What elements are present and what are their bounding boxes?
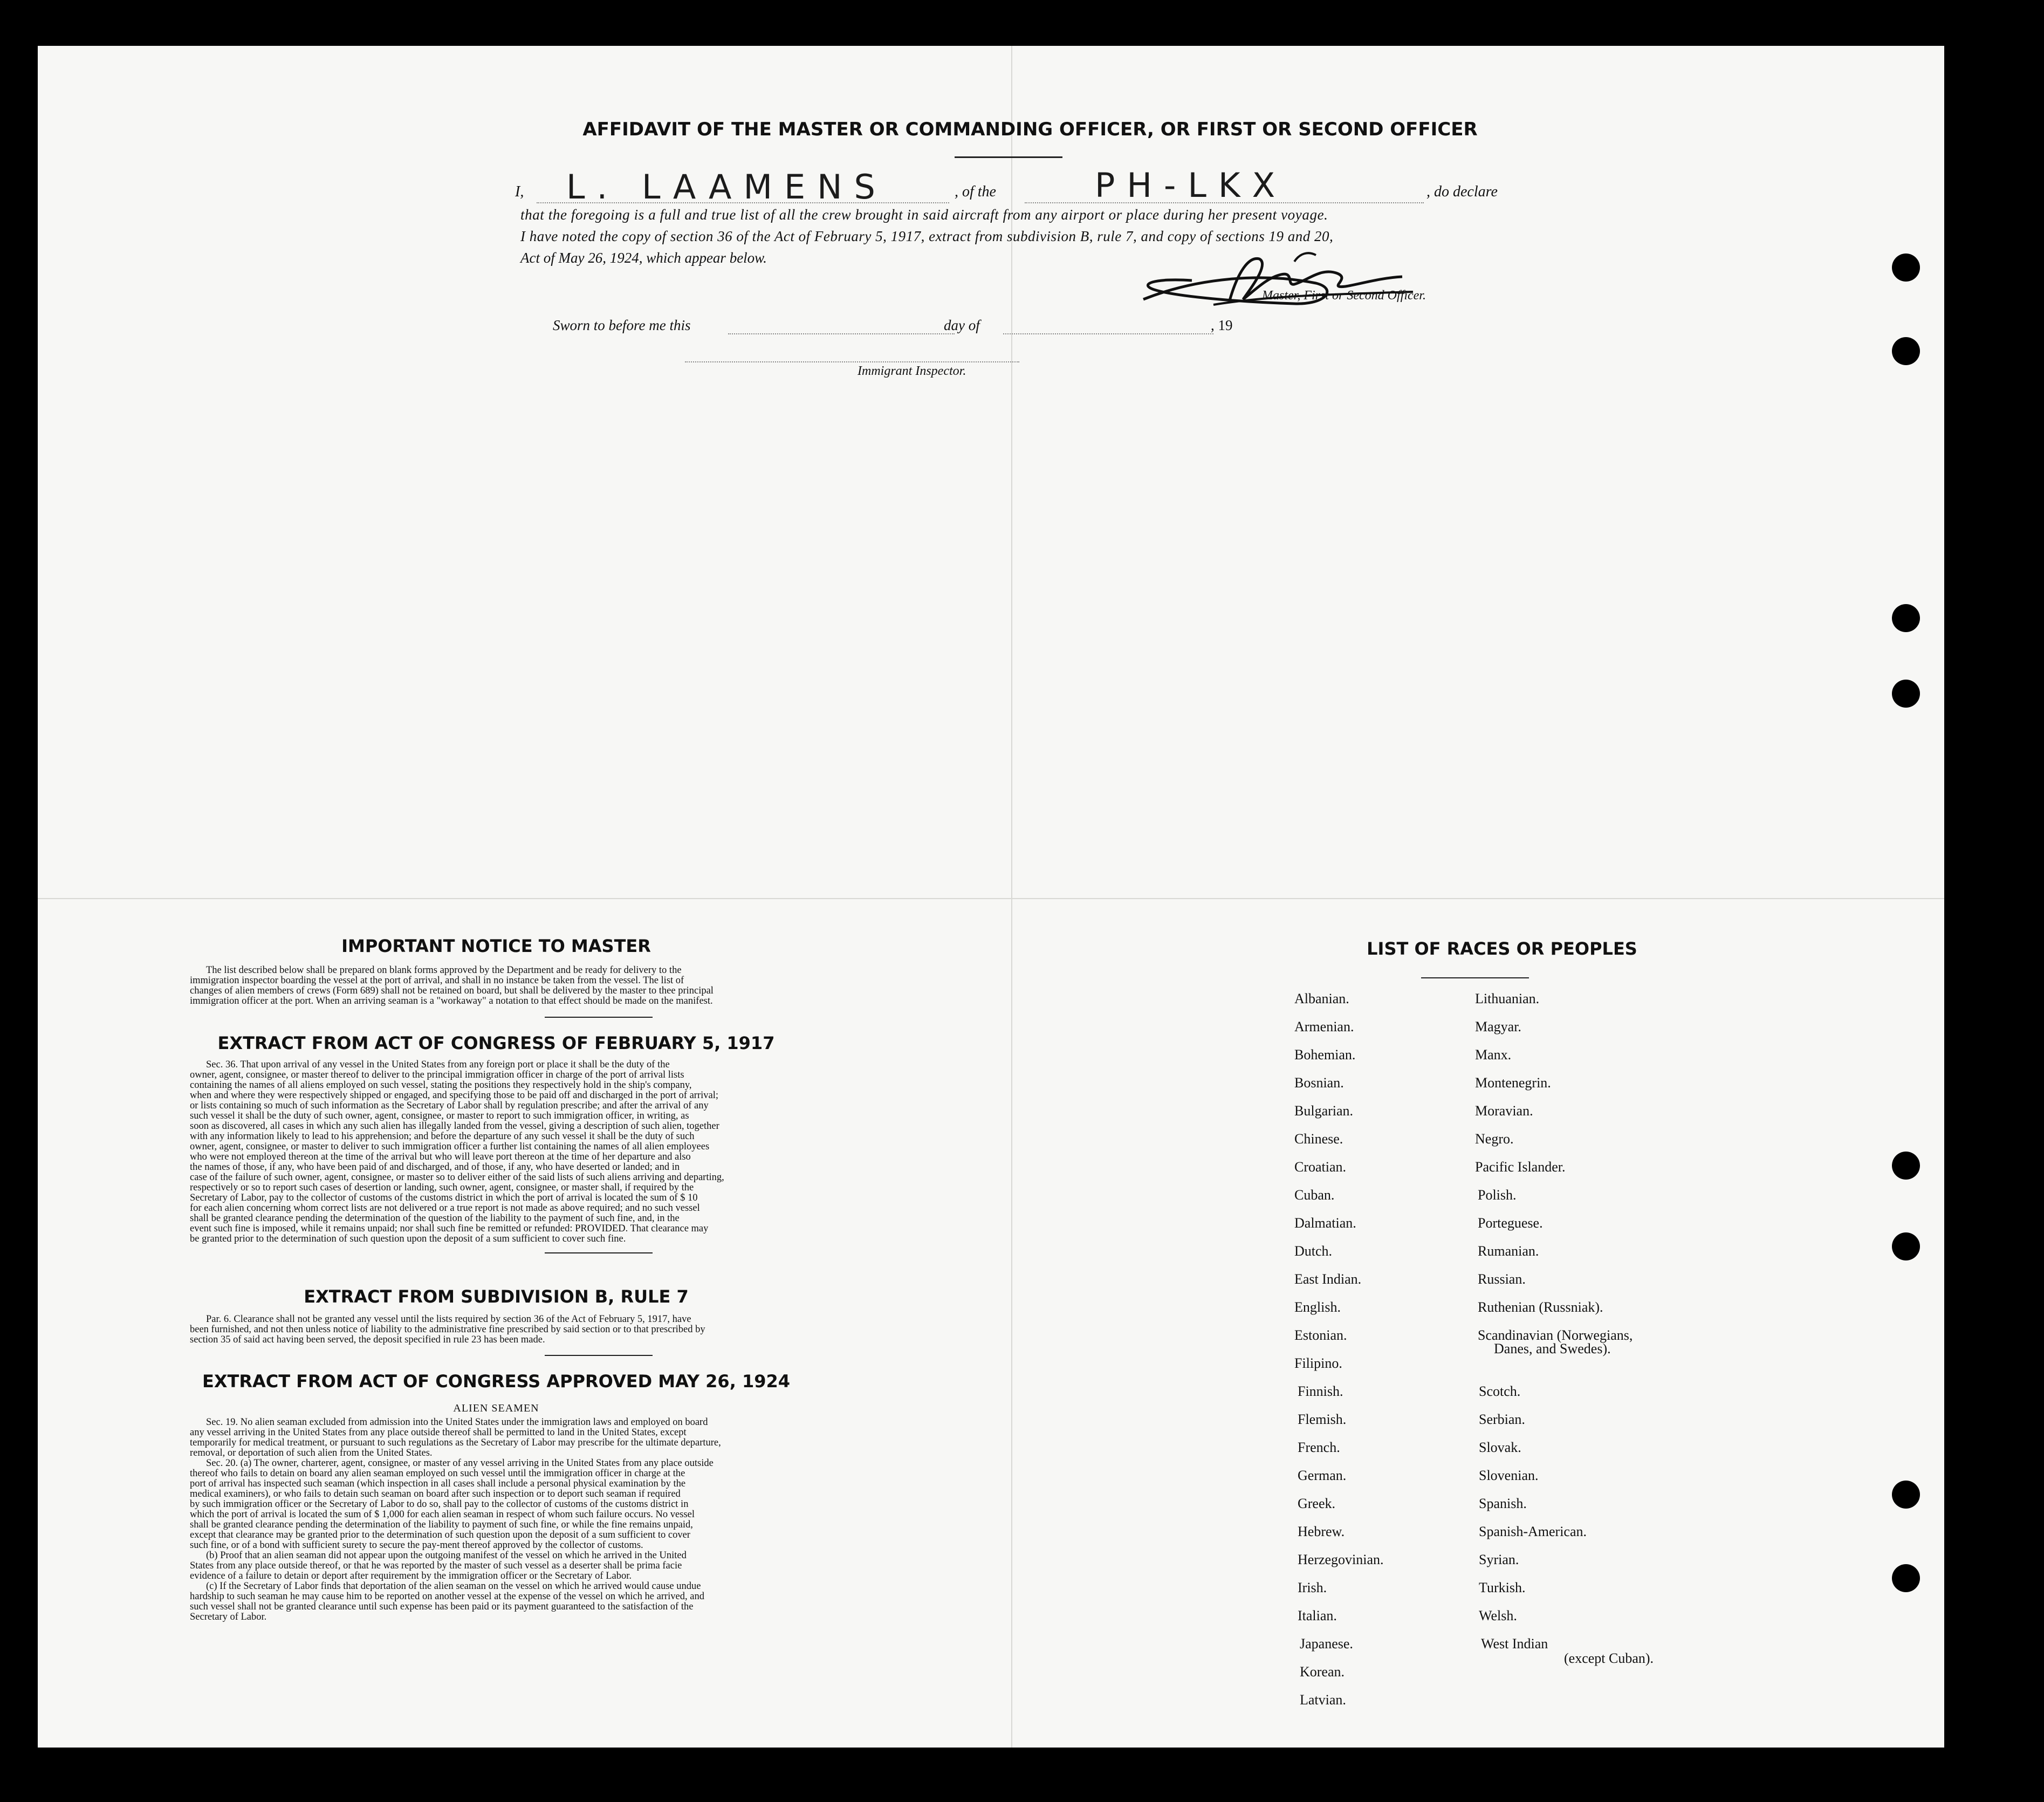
aircraft-registration: PH-LKX <box>1095 166 1287 205</box>
rule7-text: Par. 6. Clearance shall not be granted any vessel until the lists required by section 36 of the Act of February 5, 1917, have been furnished, and not then unless notice of liability to the administrative fine prescribed by said section or to that prescribed by section 35 of said act having been served, the deposit specified in rule 23 has been made. <box>190 1314 705 1345</box>
race-item: Dutch. <box>1294 1243 1333 1259</box>
race-item: Syrian. <box>1479 1552 1519 1567</box>
race-item: Ruthenian (Russniak). <box>1478 1299 1603 1315</box>
race-item: Latvian. <box>1300 1692 1346 1708</box>
race-item: English. <box>1294 1299 1341 1315</box>
extract-1917-text: Sec. 36. That upon arrival of any vessel in the United States from any foreign port or place it shall be the duty of the owner, agent, consignee, or master thereof to deliver to the principal immigration officer in charge of the port of arrival lists containing the names of all aliens employed on such vessel, stating the positions they respectively hold in the ship's company, when and where they were respectively shipped or engaged, and specifying those to be paid off and discharged in the port of arrival; or lists containing so much of such information as the Secretary of Labor shall by regulation prescribe; and after the arrival of any such vessel it shall be the duty of such owner, agent, consignee, or master to report to such immigration officer, in writing, as soon as discovered, all cases in which any such alien has illegally landed from the vessel, giving a description of such alien, together with any information likely to lead to his apprehension; and before the departure of any such vessel it shall be the duty of such owner, agent, consignee, or master to deliver to such immigration officer a further list containing the names of all alien employees who were not employed thereon at the time of the arrival but who will leave port thereon at the time of her departure and also the names of those, if any, who have been paid of and discharged, and of those, if any, who have deserted or landed; and in case of the failure of such owner, agent, consignee, or master so to deliver either of the said lists of such aliens arriving and departing, respectively or so to report such cases of desertion or landing, such owner, agent, consignee, or master shall, if required by the Secretary of Labor, pay to the collector of customs of the customs district in which the port of arrival is located the sum of $ 10 for each alien concerning whom correct lists are not delivered or a true report is not made as above required; and no such vessel shall be granted clearance pending the determination of the question of the liability to the payment of such fine, and, in the event such fine is imposed, while it remains unpaid; nor shall such fine be remitted or refunded: PROVIDED. That clearance may be granted prior to the determination of such question upon the deposit of a sum sufficient to cover such fine. <box>190 1059 724 1244</box>
of-the-label: , of the <box>955 183 996 200</box>
document-page <box>38 46 1944 1748</box>
race-item: Bosnian. <box>1294 1075 1344 1091</box>
declaration-line-3: Act of May 26, 1924, which appear below. <box>520 250 767 266</box>
affidavit-title: AFFIDAVIT OF THE MASTER OR COMMANDING OFFICER, OR FIRST OR SECOND OFFICER <box>582 119 1478 140</box>
race-item: Herzegovinian. <box>1298 1552 1384 1567</box>
punch-hole <box>1892 680 1920 708</box>
race-item: Dalmatian. <box>1294 1215 1356 1231</box>
declaration-line-1: that the foregoing is a full and true list of all the crew brought in said aircraft from any airport or place during her present voyage. <box>520 207 1328 223</box>
rule7-title: EXTRACT FROM SUBDIVISION B, RULE 7 <box>304 1286 689 1307</box>
master-officer-label: Master, First or Second Officer. <box>1262 289 1426 303</box>
race-item: Cuban. <box>1294 1187 1335 1203</box>
race-item: Chinese. <box>1294 1131 1343 1147</box>
race-item: Lithuanian. <box>1475 991 1540 1006</box>
race-item: Magyar. <box>1475 1019 1521 1034</box>
race-item: Bulgarian. <box>1294 1103 1354 1119</box>
notice-title: IMPORTANT NOTICE TO MASTER <box>341 936 651 956</box>
race-item: Polish. <box>1478 1187 1517 1203</box>
race-item: Korean. <box>1300 1664 1345 1680</box>
race-item: Danes, and Swedes). <box>1494 1341 1611 1356</box>
do-declare-label: , do declare <box>1426 183 1498 200</box>
race-item: Slovenian. <box>1479 1468 1539 1483</box>
vertical-fold <box>1011 46 1012 1748</box>
race-item: Welsh. <box>1479 1608 1517 1623</box>
race-item: Greek. <box>1298 1496 1336 1511</box>
race-item: Irish. <box>1298 1580 1327 1595</box>
race-item: Spanish. <box>1479 1496 1527 1511</box>
race-item: Spanish-American. <box>1479 1524 1587 1539</box>
race-item: Manx. <box>1475 1047 1512 1063</box>
notice-text: The list described below shall be prepared on blank forms approved by the Department and be ready for delivery to the immigration inspector boarding the vessel at the port of arrival, and shall in no instance be taken from the vessel. The list of changes of alien members of crews (Form 689) shall not be retained on board, but shall be delivered by the master to thee principal immigration officer at the port. When an arriving seaman is a "workaway" a notation to that effect should be made on the manifest. <box>190 965 714 1006</box>
race-item: (except Cuban). <box>1564 1650 1654 1666</box>
race-item: Russian. <box>1478 1271 1526 1287</box>
race-item: French. <box>1298 1440 1340 1455</box>
master-name: L. LAAMENS <box>566 167 887 207</box>
race-item: East Indian. <box>1294 1271 1362 1287</box>
declaration-line-2: I have noted the copy of section 36 of the Act of February 5, 1917, extract from subdivision B, rule 7, and copy of sections 19 and 20, <box>520 228 1334 244</box>
punch-hole <box>1892 337 1920 365</box>
race-item: Slovak. <box>1479 1440 1521 1455</box>
race-item: Albanian. <box>1294 991 1349 1006</box>
punch-hole <box>1892 604 1920 632</box>
sworn-label: Sworn to before me this <box>553 317 691 333</box>
punch-hole <box>1892 1232 1920 1260</box>
day-of-label: day of <box>944 317 980 333</box>
race-item: Porteguese. <box>1478 1215 1543 1231</box>
race-item: Croatian. <box>1294 1159 1347 1175</box>
race-item: Negro. <box>1475 1131 1514 1147</box>
race-item: Estonian. <box>1294 1327 1347 1343</box>
race-item: Filipino. <box>1294 1355 1342 1371</box>
races-title: LIST OF RACES OR PEOPLES <box>1367 938 1637 959</box>
race-item: Japanese. <box>1300 1636 1353 1652</box>
race-item: German. <box>1298 1468 1347 1483</box>
signature-image <box>1133 240 1456 321</box>
race-item: Bohemian. <box>1294 1047 1356 1063</box>
rule7-rule <box>545 1355 653 1356</box>
horizontal-fold <box>38 898 1944 899</box>
extract-1917-title: EXTRACT FROM ACT OF CONGRESS OF FEBRUARY 5, 1917 <box>217 1033 775 1053</box>
i-label: I, <box>515 183 524 200</box>
inspector-label: Immigrant Inspector. <box>858 364 966 378</box>
race-item: Armenian. <box>1294 1019 1354 1034</box>
punch-hole <box>1892 1152 1920 1180</box>
race-item: Montenegrin. <box>1475 1075 1551 1091</box>
extract-1924-title: EXTRACT FROM ACT OF CONGRESS APPROVED MAY 26, 1924 <box>202 1371 791 1392</box>
race-item: Turkish. <box>1479 1580 1526 1595</box>
race-item: Scotch. <box>1479 1383 1521 1399</box>
extract-1924-text: Sec. 19. No alien seaman excluded from admission into the United States under the immigration laws and employed on board any vessel arriving in the United States from any place outside thereof shall be permitted to land in the United States, except temporarily for medical treatment, or pursuant to such regulations as the Secretary of Labor may prescribe for the ultimate departure, removal, or deportation of such alien from the United States. Sec. 20. (a) The owner, charterer, agent, consignee, or master of any vessel arriving in the United States from any place outside thereof who fails to detain on board any alien seaman employed on such vessel until the immigration officer in charge at the port of arrival has inspected such seaman (which inspection in all cases shall include a personal physical examination by the medical examiners), or who fails to detain such seaman on board after such inspection or to deport such seaman if required by such immigration officer or the Secretary of Labor to do so, shall pay to the collector of customs of the customs district in which the port of arrival is located the sum of $ 1,000 for each alien seaman in respect of whom such failure occurs. No vessel shall be granted clearance pending the determination of the liability to payment of such fine, or while the fine remains unpaid, except that clearance may be granted prior to the determination of such question upon the deposit of a sum sufficient to cover such fine, or of a bond with sufficient surety to secure the pay-ment thereof approved by the collector of customs. (b) Proof that an alien seaman did not appear upon the outgoing manifest of the vessel on which he arrived in the United States from any place outside thereof, or that he was reported by the master of such vessel as a deserter shall be prima facie evidence of a failure to detain or deport after requirement by the immigration officer or the Secretary of Labor. (c) If the Secretary of Labor finds that deportation of the alien seaman on the vessel on which he arrived would cause undue hardship to such seaman he may cause him to be reported on another vessel at the expense of the vessel on which he arrived, and such vessel shall not be granted clearance until such expense has been paid or its payment guaranteed to the satisfaction of the Secretary of Labor. <box>190 1417 721 1622</box>
race-item: Moravian. <box>1475 1103 1533 1119</box>
race-item: Hebrew. <box>1298 1524 1345 1539</box>
race-item: Flemish. <box>1298 1412 1347 1427</box>
punch-hole <box>1892 1481 1920 1509</box>
races-rule <box>1421 977 1529 978</box>
race-item: West Indian <box>1481 1636 1548 1652</box>
sworn-month-line <box>1003 333 1213 334</box>
inspector-signature-line <box>685 361 1019 362</box>
year-label: , 19 <box>1211 317 1233 333</box>
race-item: Finnish. <box>1298 1383 1343 1399</box>
extract-1917-rule <box>545 1252 653 1253</box>
notice-rule <box>545 1017 653 1018</box>
race-item: Serbian. <box>1479 1412 1525 1427</box>
race-item: Scandinavian (Norwegians, <box>1478 1327 1633 1343</box>
extract-1924-subtitle: ALIEN SEAMEN <box>453 1402 539 1414</box>
race-item: Rumanian. <box>1478 1243 1539 1259</box>
race-item: Pacific Islander. <box>1475 1159 1566 1175</box>
race-item: Italian. <box>1298 1608 1337 1623</box>
title-rule <box>955 156 1062 158</box>
punch-hole <box>1892 253 1920 282</box>
sworn-day-line <box>728 333 955 334</box>
punch-hole <box>1892 1564 1920 1592</box>
